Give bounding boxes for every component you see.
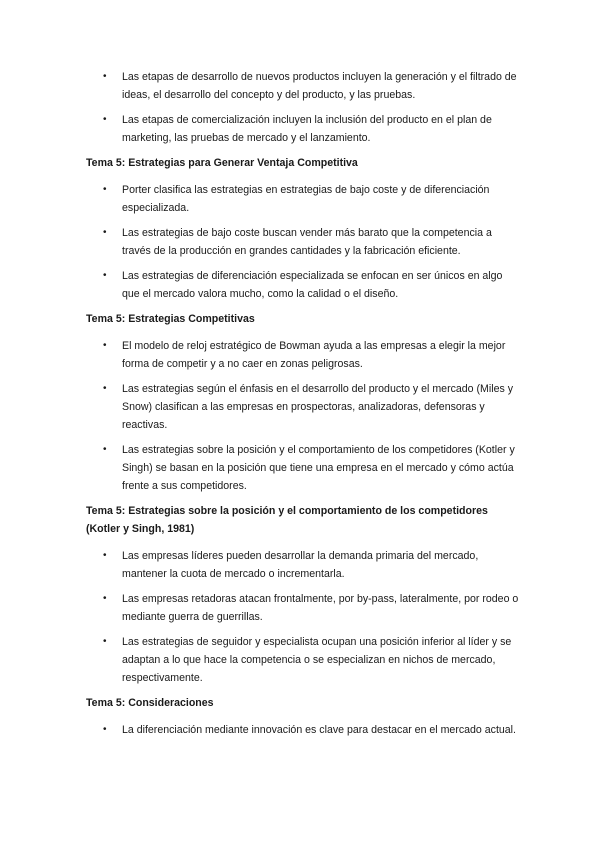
list-item-text: Las empresas retadoras atacan frontalmente, por by-pass, lateralmente, por rodeo o mediante guerra de guerrillas.: [122, 593, 519, 623]
section-heading: Tema 5: Estrategias Competitivas: [86, 313, 255, 325]
list-item-text: El modelo de reloj estratégico de Bowman ayuda a las empresas a elegir la mejor forma de competir y a no caer en zonas peligrosas.: [122, 340, 506, 370]
bullet-icon: •: [103, 444, 107, 455]
section-heading: Tema 5: Estrategias sobre la posición y el comportamiento de los competidores (Kotler y Singh, 1981): [86, 505, 488, 535]
bullet-icon: •: [103, 71, 107, 82]
bullet-list: [86, 68, 522, 147]
bullet-list: [86, 721, 522, 739]
list-item-text: Las etapas de desarrollo de nuevos productos incluyen la generación y el filtrado de ideas, el desarrollo del concepto y del producto, y las pruebas.: [122, 71, 517, 101]
bullet-icon: •: [103, 383, 107, 394]
list-item-text: Las etapas de comercialización incluyen la inclusión del producto en el plan de marketing, las pruebas de mercado y el lanzamiento.: [122, 114, 492, 144]
list-item: [86, 441, 522, 495]
list-item: [86, 181, 522, 217]
bullet-icon: •: [103, 114, 107, 125]
list-item: [86, 721, 522, 739]
list-item-text: Las estrategias de seguidor y especialista ocupan una posición inferior al líder y se adaptan a lo que hace la competencia o se especializan en nichos de mercado, respectivamente.: [122, 636, 512, 684]
bullet-icon: •: [103, 636, 107, 647]
list-item: [86, 337, 522, 373]
list-item-text: Las estrategias de diferenciación especializada se enfocan en ser únicos en algo que el mercado valora mucho, como la calidad o el diseño.: [122, 270, 503, 300]
bullet-icon: •: [103, 340, 107, 351]
bullet-icon: •: [103, 184, 107, 195]
section-heading: Tema 5: Consideraciones: [86, 697, 214, 709]
list-item: [86, 267, 522, 303]
bullet-list: [86, 337, 522, 495]
bullet-icon: •: [103, 270, 107, 281]
bullet-icon: •: [103, 550, 107, 561]
list-item: [86, 590, 522, 626]
list-item: [86, 224, 522, 260]
list-item-text: Porter clasifica las estrategias en estrategias de bajo coste y de diferenciación especializada.: [122, 184, 490, 214]
list-item: [86, 547, 522, 583]
bullet-icon: •: [103, 593, 107, 604]
list-item-text: Las empresas líderes pueden desarrollar la demanda primaria del mercado, mantener la cuota de mercado o incrementarla.: [122, 550, 479, 580]
list-item-text: Las estrategias sobre la posición y el comportamiento de los competidores (Kotler y Singh) se basan en la posición que tiene una empresa en el mercado y cómo actúa frente a sus competidores.: [122, 444, 515, 492]
list-item: [86, 111, 522, 147]
list-item-text: Las estrategias de bajo coste buscan vender más barato que la competencia a través de la producción en grandes cantidades y la fabricación eficiente.: [122, 227, 492, 257]
list-item: [86, 380, 522, 434]
document-body: [86, 68, 522, 746]
bullet-list: [86, 547, 522, 687]
bullet-list: [86, 181, 522, 303]
list-item-text: La diferenciación mediante innovación es clave para destacar en el mercado actual.: [122, 724, 516, 736]
bullet-icon: •: [103, 724, 107, 735]
section-heading: Tema 5: Estrategias para Generar Ventaja Competitiva: [86, 157, 358, 169]
list-item-text: Las estrategias según el énfasis en el desarrollo del producto y el mercado (Miles y Snow) clasifican a las empresas en prospectoras, analizadoras, defensoras y reactivas.: [122, 383, 513, 431]
list-item: [86, 68, 522, 104]
list-item: [86, 633, 522, 687]
bullet-icon: •: [103, 227, 107, 238]
